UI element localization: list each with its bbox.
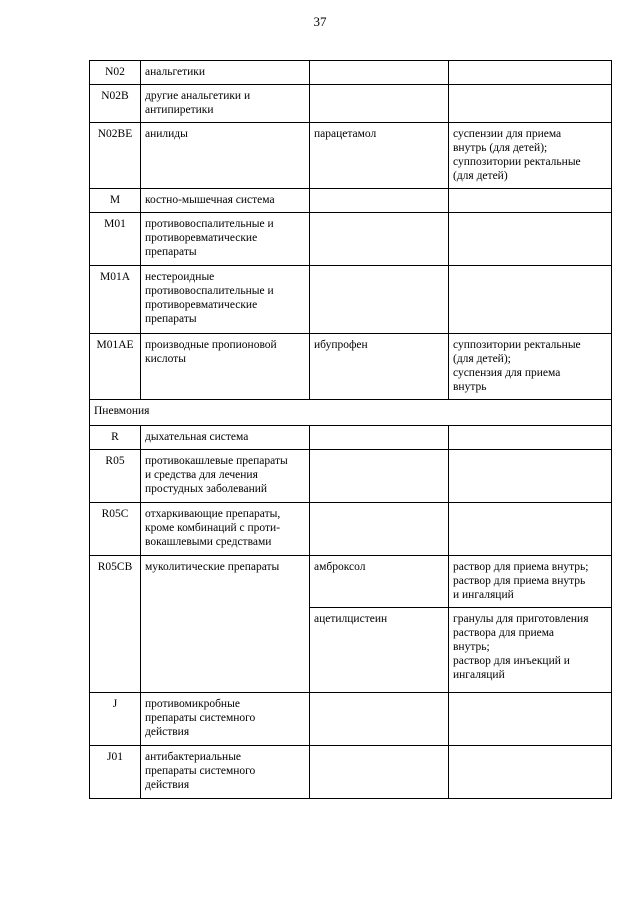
group-line: и средства для лечения xyxy=(145,469,258,481)
dosage-form-line: (для детей) xyxy=(453,170,508,182)
group-line: анилиды xyxy=(145,128,188,140)
dosage-forms-cell xyxy=(449,503,612,556)
dosage-forms-cell xyxy=(449,693,612,746)
dosage-form-line: раствор для приема внутрь; xyxy=(453,561,589,573)
dosage-form-line: суппозитории ректальные xyxy=(453,156,581,168)
dosage-forms-cell xyxy=(449,608,612,693)
page-number: 37 xyxy=(313,14,327,29)
group-line: другие анальгетики и xyxy=(145,90,251,102)
drug-name-cell xyxy=(310,503,449,556)
drug-name-cell xyxy=(310,213,449,266)
anatomical-therapeutic-group-cell xyxy=(141,746,310,799)
group-line: противоревматические xyxy=(145,232,258,244)
atc-code-cell: R05 xyxy=(90,450,141,503)
table-row xyxy=(90,85,612,123)
dosage-forms-cell xyxy=(449,746,612,799)
drug-name-cell xyxy=(310,61,449,85)
dosage-forms-cell xyxy=(449,123,612,189)
group-line: нестероидные xyxy=(145,271,215,283)
anatomical-therapeutic-group-cell xyxy=(141,266,310,334)
group-line: дыхательная система xyxy=(145,431,249,443)
table-row xyxy=(90,334,612,400)
anatomical-therapeutic-group-cell xyxy=(141,334,310,400)
group-line: препараты xyxy=(145,246,197,258)
atc-code-cell: M xyxy=(90,189,141,213)
atc-code-cell: M01 xyxy=(90,213,141,266)
atc-code-cell: M01AE xyxy=(90,334,141,400)
table-row xyxy=(90,450,612,503)
drug-name-cell xyxy=(310,426,449,450)
group-line: действия xyxy=(145,726,190,738)
section-row xyxy=(90,400,612,426)
table-row xyxy=(90,556,612,608)
dosage-forms-cell xyxy=(449,426,612,450)
group-line: кроме комбинаций с проти- xyxy=(145,522,281,534)
dosage-form-line: внутрь xyxy=(453,381,487,393)
drug-name-cell: ацетилцистеин xyxy=(310,608,449,693)
dosage-form-line: и ингаляций xyxy=(453,589,514,601)
dosage-form-line: внутрь (для детей); xyxy=(453,142,548,154)
anatomical-therapeutic-group-cell xyxy=(141,85,310,123)
dosage-form-line: раствор для инъекций и xyxy=(453,655,570,667)
dosage-forms-cell xyxy=(449,266,612,334)
drug-name-cell: парацетамол xyxy=(310,123,449,189)
atc-code-cell: N02BE xyxy=(90,123,141,189)
group-line: противокашлевые препараты xyxy=(145,455,288,467)
table-row xyxy=(90,503,612,556)
dosage-forms-cell xyxy=(449,334,612,400)
atc-code-cell: J01 xyxy=(90,746,141,799)
group-line: препараты xyxy=(145,313,197,325)
dosage-form-line: внутрь; xyxy=(453,641,490,653)
table-row xyxy=(90,746,612,799)
drug-name-cell xyxy=(310,85,449,123)
group-line: отхаркивающие препараты, xyxy=(145,508,281,520)
dosage-form-line: раствора для приема xyxy=(453,627,555,639)
dosage-forms-cell xyxy=(449,213,612,266)
atc-code-cell: R xyxy=(90,426,141,450)
drug-name-cell xyxy=(310,746,449,799)
table-row xyxy=(90,266,612,334)
atc-code-cell: R05C xyxy=(90,503,141,556)
dosage-forms-cell xyxy=(449,556,612,608)
anatomical-therapeutic-group-cell xyxy=(141,123,310,189)
anatomical-therapeutic-group-cell xyxy=(141,693,310,746)
dosage-form-line: гранулы для приготовления xyxy=(453,613,589,625)
group-line: противоревматические xyxy=(145,299,258,311)
group-line: муколитические препараты xyxy=(145,561,280,573)
group-line: простудных заболеваний xyxy=(145,483,268,495)
group-line: вокашлевыми средствами xyxy=(145,536,272,548)
dosage-form-line: суспензии для приема xyxy=(453,128,562,140)
group-line: костно-мышечная система xyxy=(145,194,275,206)
group-line: антибактериальные xyxy=(145,751,242,763)
group-line: действия xyxy=(145,779,190,791)
drug-name-cell: амброксол xyxy=(310,556,449,608)
anatomical-therapeutic-group-cell xyxy=(141,450,310,503)
group-line: противомикробные xyxy=(145,698,240,710)
atc-code-cell: N02 xyxy=(90,61,141,85)
atc-code-cell: N02B xyxy=(90,85,141,123)
table-row xyxy=(90,189,612,213)
drug-name-cell xyxy=(310,189,449,213)
dosage-form-line: суппозитории ректальные xyxy=(453,339,581,351)
group-line: анальгетики xyxy=(145,66,206,78)
dosage-forms-cell xyxy=(449,450,612,503)
group-line: противовоспалительные и xyxy=(145,285,274,297)
group-line: препараты системного xyxy=(145,765,256,777)
atc-code-cell: M01A xyxy=(90,266,141,334)
drug-name-cell xyxy=(310,266,449,334)
atc-code-cell: J xyxy=(90,693,141,746)
drug-name-cell xyxy=(310,450,449,503)
drug-table xyxy=(89,60,612,799)
dosage-forms-cell xyxy=(449,189,612,213)
group-line: антипиретики xyxy=(145,104,214,116)
dosage-form-line: суспензия для приема xyxy=(453,367,561,379)
atc-code-cell: R05CB xyxy=(90,556,141,693)
section-heading: Пневмония xyxy=(90,400,612,426)
table-row xyxy=(90,61,612,85)
anatomical-therapeutic-group-cell xyxy=(141,189,310,213)
anatomical-therapeutic-group-cell xyxy=(141,213,310,266)
anatomical-therapeutic-group-cell xyxy=(141,556,310,693)
group-line: препараты системного xyxy=(145,712,256,724)
group-line: кислоты xyxy=(145,353,186,365)
anatomical-therapeutic-group-cell xyxy=(141,61,310,85)
dosage-form-line: (для детей); xyxy=(453,353,511,365)
group-line: производные пропионовой xyxy=(145,339,277,351)
group-line: противовоспалительные и xyxy=(145,218,274,230)
dosage-forms-cell xyxy=(449,85,612,123)
drug-name-cell: ибупрофен xyxy=(310,334,449,400)
anatomical-therapeutic-group-cell xyxy=(141,426,310,450)
dosage-forms-cell xyxy=(449,61,612,85)
dosage-form-line: ингаляций xyxy=(453,669,505,681)
table-row xyxy=(90,213,612,266)
table-row xyxy=(90,693,612,746)
table-row xyxy=(90,123,612,189)
anatomical-therapeutic-group-cell xyxy=(141,503,310,556)
dosage-form-line: раствор для приема внутрь xyxy=(453,575,586,587)
drug-name-cell xyxy=(310,693,449,746)
table-row xyxy=(90,426,612,450)
